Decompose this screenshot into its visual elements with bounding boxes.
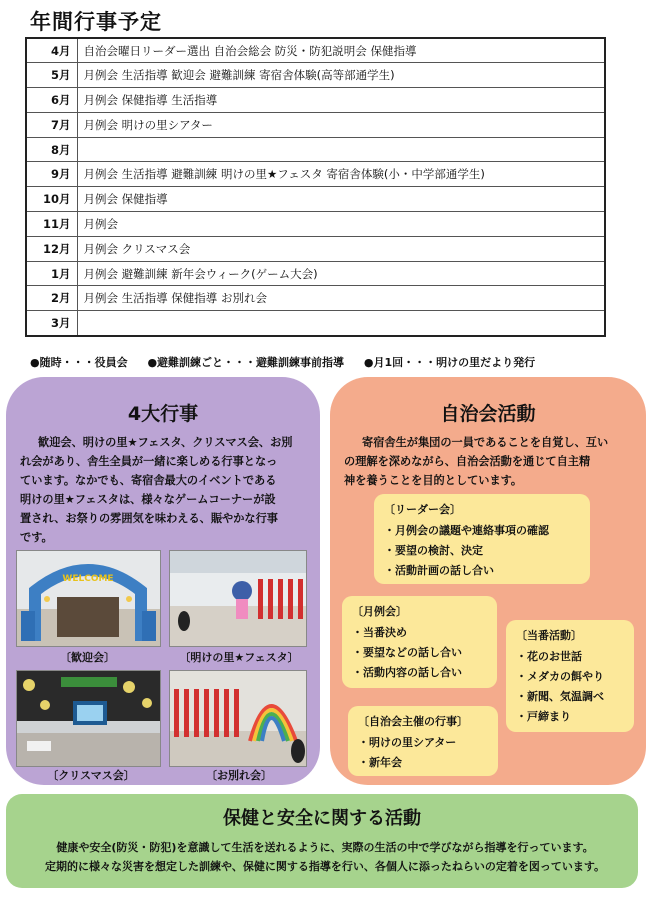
table-row: [26, 261, 605, 286]
welcome-party-photo: [16, 550, 161, 647]
month-cell: 4月: [26, 38, 77, 63]
events-cell: 月例会 保健指導 生活指導: [77, 88, 605, 113]
photo-caption: 〔歓迎会〕: [60, 651, 115, 664]
table-row: [26, 236, 605, 261]
council-events-box: [348, 706, 498, 776]
box-item: ・月例会の議題や連絡事項の確認: [384, 524, 549, 537]
council-heading: 自治会活動: [440, 403, 536, 425]
monthly-meeting-box: [342, 596, 497, 688]
month-cell: 8月: [26, 137, 77, 162]
description-line: の理解を深めながら、自治会活動を通じて自主精: [344, 455, 591, 468]
table-row: [26, 212, 605, 237]
month-cell: 9月: [26, 162, 77, 187]
month-cell: 10月: [26, 187, 77, 212]
box-item: ・花のお世話: [516, 650, 582, 663]
events-cell: 月例会 生活指導 保健指導 お別れ会: [77, 286, 605, 311]
box-item: ・新聞、気温調べ: [516, 690, 604, 703]
table-row: [26, 162, 605, 187]
table-row: [26, 63, 605, 88]
description-line: 歓迎会、明けの里★フェスタ、クリスマス会、お別: [38, 436, 293, 449]
events-cell: 月例会 避難訓練 新年会ウィーク(ゲーム大会): [77, 261, 605, 286]
note-item: ●随時・・・役員会: [30, 356, 128, 369]
description-line: 神を養うことを目的としています。: [344, 474, 523, 487]
note-item: ●月1回・・・明けの里だより発行: [363, 356, 536, 369]
table-row: [26, 88, 605, 113]
christmas-party-photo: [16, 670, 161, 767]
events-cell: 月例会 保健指導: [77, 187, 605, 212]
box-item: ・新年会: [358, 756, 402, 769]
events-cell: 月例会 生活指導 避難訓練 明けの里★フェスタ 寄宿舎体験(小・中学部通学生): [77, 162, 605, 187]
four-events-panel: [6, 377, 320, 785]
note-item: ●避難訓練ごと・・・避難訓練事前指導: [147, 356, 345, 369]
description-line: 健康や安全(防災・防犯)を意識して生活を送れるように、実際の生活の中で学びながら指導を行っています。: [56, 841, 594, 854]
council-panel: [330, 377, 646, 785]
farewell-party-photo: [169, 670, 307, 767]
box-title: 〔月例会〕: [352, 605, 407, 618]
description-line: 明けの里★フェスタは、様々なゲームコーナーが設: [20, 493, 276, 506]
events-cell: 自治会曜日リーダー選出 自治会総会 防災・防犯説明会 保健指導: [77, 38, 605, 63]
table-row: [26, 137, 605, 162]
annual-schedule-table: [25, 37, 606, 337]
description-line: ています。なかでも、寄宿舎最大のイベントである: [20, 474, 277, 487]
description-line: 定期的に様々な災害を想定した訓練や、保健に関する指導を行い、各個人に添ったねらいの定着を図っています。: [45, 860, 605, 873]
description-line: 置され、お祭りの雰囲気を味わえる、賑やかな行事: [20, 512, 278, 525]
box-item: ・要望の検討、決定: [384, 544, 483, 557]
schedule-notes: [30, 354, 551, 370]
duty-activities-box: [506, 620, 634, 732]
festa-photo: [169, 550, 307, 647]
box-item: ・メダカの餌やり: [516, 670, 604, 683]
box-item: ・活動内容の話し合い: [352, 666, 462, 679]
photo-caption: 〔お別れ会〕: [206, 769, 272, 782]
events-cell: 月例会 明けの里シアター: [77, 112, 605, 137]
box-title: 〔リーダー会〕: [384, 503, 461, 516]
description-line: 寄宿舎生が集団の一員であることを自覚し、互い: [362, 436, 609, 449]
description-line: れ会があり、舎生全員が一緒に楽しめる行事となっ: [20, 455, 278, 468]
box-item: ・活動計画の話し合い: [384, 564, 494, 577]
box-item: ・当番決め: [352, 626, 407, 639]
photo-caption: 〔明けの里★フェスタ〕: [179, 651, 299, 664]
month-cell: 11月: [26, 212, 77, 237]
page-title: 年間行事予定: [30, 10, 162, 34]
events-cell: [77, 137, 605, 162]
description-line: です。: [20, 531, 53, 544]
table-row: [26, 187, 605, 212]
events-cell: 月例会 生活指導 歓迎会 避難訓練 寄宿舎体験(高等部通学生): [77, 63, 605, 88]
table-row: [26, 38, 605, 63]
council-description: [344, 433, 636, 490]
events-cell: [77, 311, 605, 336]
health-safety-heading: 保健と安全に関する活動: [223, 808, 421, 829]
month-cell: 6月: [26, 88, 77, 113]
month-cell: 3月: [26, 311, 77, 336]
month-cell: 7月: [26, 112, 77, 137]
month-cell: 5月: [26, 63, 77, 88]
welcome-banner-text: WELCOME: [62, 574, 114, 584]
leader-meeting-box: [374, 494, 590, 584]
health-safety-description: [20, 838, 630, 876]
month-cell: 2月: [26, 286, 77, 311]
four-events-heading: 4大行事: [127, 403, 199, 425]
box-item: ・要望などの話し合い: [352, 646, 462, 659]
four-events-description: [20, 433, 312, 547]
box-title: 〔当番活動〕: [516, 629, 582, 642]
month-cell: 12月: [26, 236, 77, 261]
table-row: [26, 112, 605, 137]
box-item: ・明けの里シアター: [358, 736, 457, 749]
table-row: [26, 311, 605, 336]
photo-caption: 〔クリスマス会〕: [47, 769, 135, 782]
events-cell: 月例会 クリスマス会: [77, 236, 605, 261]
health-safety-panel: [6, 794, 638, 888]
box-item: ・戸締まり: [516, 710, 571, 723]
events-cell: 月例会: [77, 212, 605, 237]
table-row: [26, 286, 605, 311]
month-cell: 1月: [26, 261, 77, 286]
box-title: 〔自治会主催の行事〕: [358, 715, 468, 728]
